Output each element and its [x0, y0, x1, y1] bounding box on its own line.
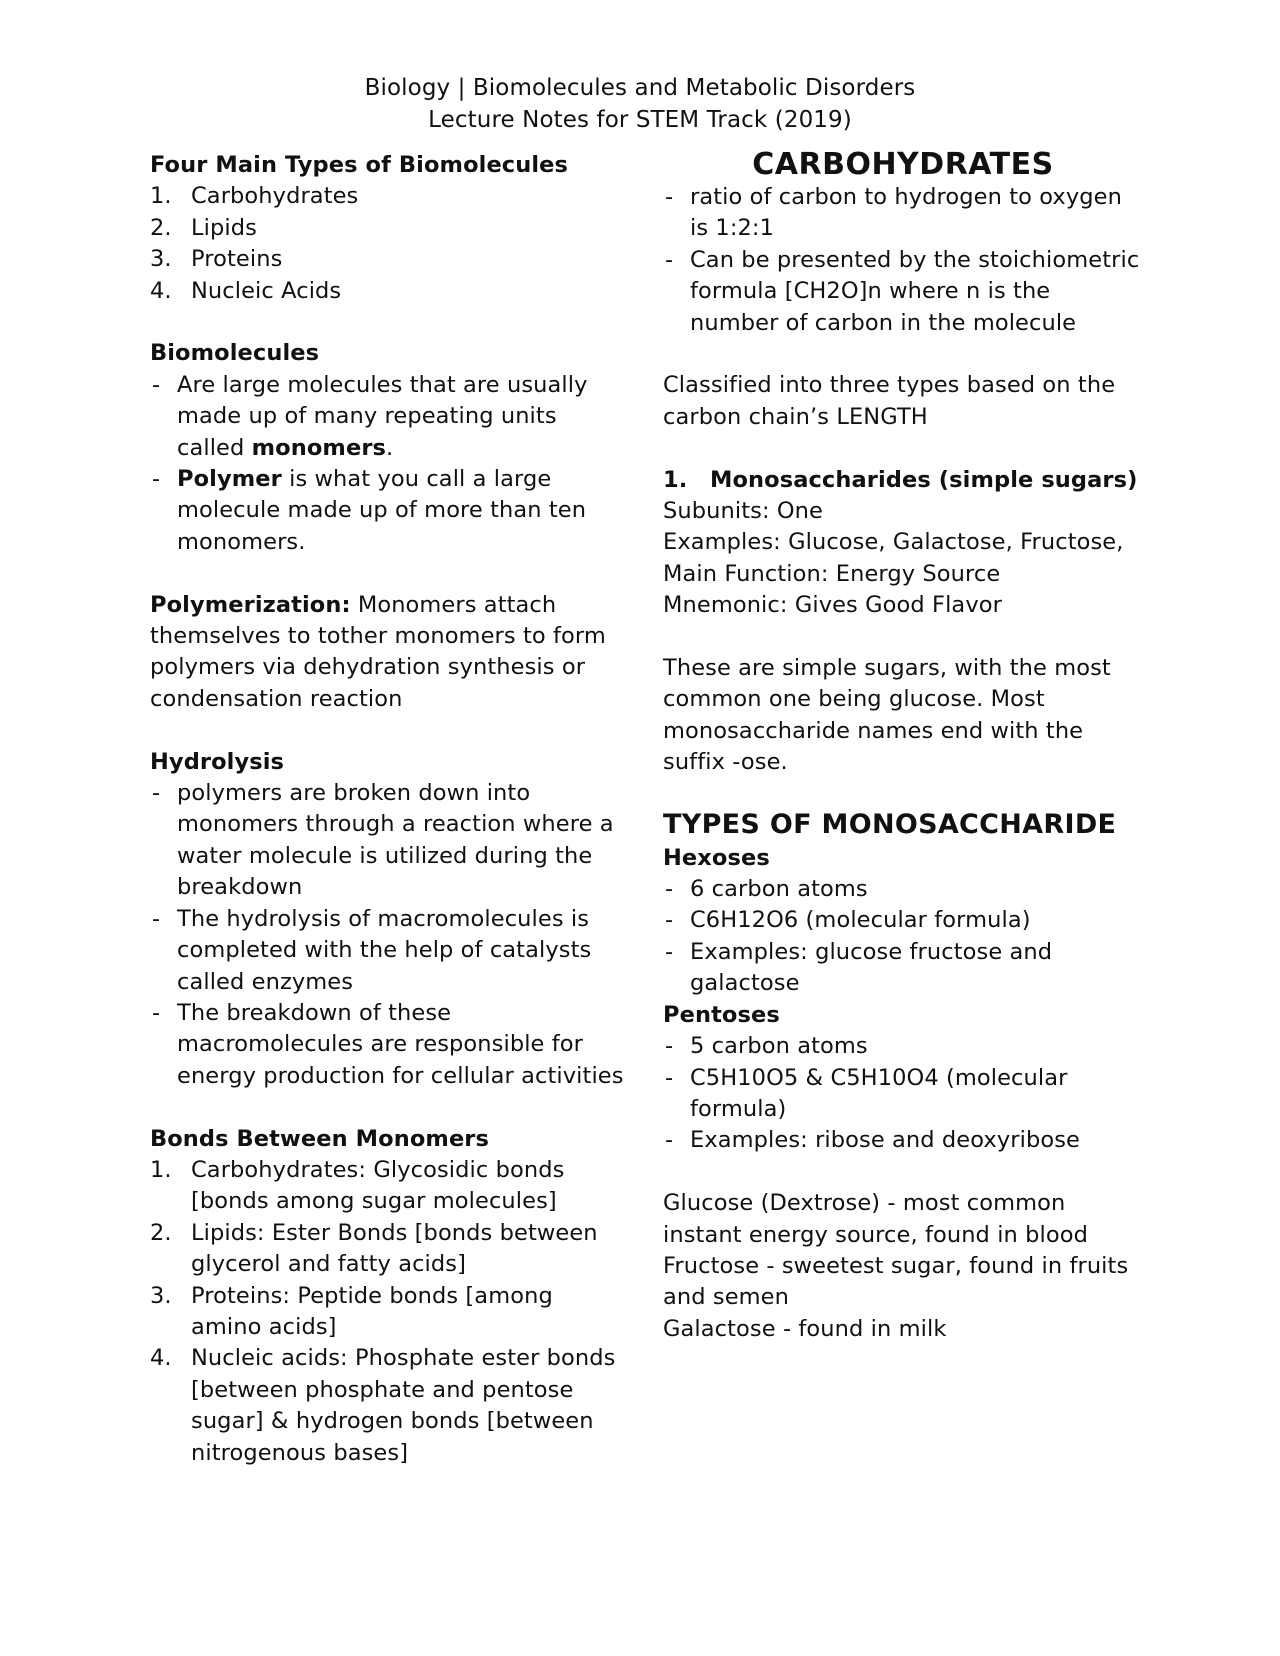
types-list	[150, 181, 630, 307]
list-item	[150, 244, 630, 275]
dash-bullet: -	[665, 1127, 674, 1154]
list-item-text: Nucleic Acids	[191, 277, 342, 304]
hexoses-heading: Hexoses	[663, 844, 770, 871]
dash-bullet: -	[665, 184, 674, 210]
list-item	[663, 1125, 1143, 1156]
list-item	[663, 937, 1143, 1000]
list-item	[663, 182, 1143, 245]
bonds-heading: Bonds Between Monomers	[150, 1125, 489, 1152]
bullet-text: The breakdown of these macromolecules are responsible for energy production for cellular activities	[177, 999, 624, 1089]
list-number: 1.	[150, 1156, 172, 1183]
list-item	[663, 1031, 1143, 1062]
list-item	[150, 181, 630, 212]
list-item	[150, 1343, 630, 1469]
document-header	[0, 72, 1280, 136]
list-item	[150, 1155, 630, 1218]
pentoses-heading: Pentoses	[663, 1001, 780, 1028]
bullet-text: Are large molecules that are usually made up of many repeating units called	[177, 371, 588, 461]
list-number: 3.	[150, 246, 172, 273]
bullet-text: Examples: ribose and deoxyribose	[690, 1127, 1080, 1154]
fructose-line: Fructose - sweetest sugar, found in fruits and semen	[663, 1252, 1129, 1311]
list-item	[663, 905, 1143, 936]
list-item	[150, 998, 630, 1092]
bullet-text: C6H12O6 (molecular formula)	[690, 907, 1031, 934]
heading-text: Monosaccharides (simple sugars)	[710, 466, 1138, 493]
list-item-text: Proteins: Peptide bonds [among amino acids]	[191, 1282, 553, 1340]
bullet-text: Examples: glucose fructose and galactose	[690, 938, 1053, 997]
list-item-text: Proteins	[191, 246, 283, 273]
mono-line-mnemonic: Mnemonic: Gives Good Flavor	[663, 592, 1002, 619]
dash-bullet: -	[665, 246, 674, 273]
list-item-text: Lipids	[191, 214, 257, 241]
biomolecules-heading: Biomolecules	[150, 340, 320, 367]
bullet-text: is what you call a large molecule made up of more than ten monomers.	[177, 466, 587, 555]
header-line-1: Biology | Biomolecules and Metabolic Disorders	[364, 75, 916, 101]
list-item	[150, 904, 630, 998]
hydrolysis-heading: Hydrolysis	[150, 748, 285, 775]
mono-line-subunits: Subunits: One	[663, 498, 823, 525]
dash-bullet: -	[152, 905, 161, 932]
pentoses-list	[663, 1031, 1143, 1157]
hexoses-list	[663, 874, 1143, 1000]
list-number: 4.	[150, 1345, 172, 1372]
list-number: 4.	[150, 277, 172, 304]
list-number: 2.	[150, 214, 172, 241]
bullet-text: C5H10O5 & C5H10O4 (molecular formula)	[690, 1064, 1068, 1122]
bullet-text: 6 carbon atoms	[690, 876, 868, 903]
monosaccharide-description: These are simple sugars, with the most common one being glucose. Most monosaccharide names end with the suffix -ose.	[663, 655, 1111, 776]
dash-bullet: -	[665, 876, 674, 903]
galactose-line: Galactose - found in milk	[663, 1315, 947, 1342]
carbohydrates-title: CARBOHYDRATES	[752, 147, 1054, 182]
bullet-text: ratio of carbon to hydrogen to oxygen is 1:2:1	[690, 184, 1122, 242]
list-item-text: Carbohydrates	[191, 183, 359, 210]
bold-term: Polymerization:	[150, 591, 351, 618]
list-number: 1.	[150, 183, 172, 210]
types-of-monosaccharide-title: TYPES OF MONOSACCHARIDE	[663, 808, 1117, 840]
types-heading: Four Main Types of Biomolecules	[150, 152, 569, 178]
bullet-text: The hydrolysis of macromolecules is completed with the help of catalysts called enzymes	[177, 905, 592, 995]
list-item	[150, 1218, 630, 1281]
dash-bullet: -	[152, 780, 161, 807]
glucose-line: Glucose (Dextrose) - most common instant energy source, found in blood	[663, 1190, 1089, 1248]
list-number: 3.	[150, 1282, 172, 1309]
bullet-text: Can be presented by the stoichiometric formula [CH2O]n where n is the number of carbon in the molecule	[690, 246, 1140, 336]
list-item	[663, 874, 1143, 905]
dash-bullet: -	[665, 938, 674, 965]
polymerization-paragraph	[150, 590, 630, 716]
list-item-text: Nucleic acids: Phosphate ester bonds [between phosphate and pentose sugar] & hydrogen bonds [between nitrogenous bases]	[191, 1345, 616, 1466]
dash-bullet: -	[152, 371, 161, 398]
right-column	[663, 147, 1143, 1345]
bullet-text: 5 carbon atoms	[690, 1033, 868, 1060]
list-item	[150, 276, 630, 307]
list-item	[663, 1063, 1143, 1126]
monosaccharides-heading	[663, 465, 1143, 496]
left-column	[150, 150, 630, 1469]
list-number: 1.	[663, 466, 688, 493]
paragraph-text: Monomers attach themselves to tother monomers to form polymers via dehydration synthesis or condensation reaction	[150, 591, 606, 712]
list-item	[663, 245, 1143, 339]
list-item	[150, 370, 630, 464]
list-number: 2.	[150, 1219, 172, 1246]
list-item-text: Lipids: Ester Bonds [bonds between glycerol and fatty acids]	[191, 1219, 598, 1278]
bullet-text: .	[386, 434, 394, 461]
mono-line-examples: Examples: Glucose, Galactose, Fructose,	[663, 529, 1124, 556]
list-item-text: Carbohydrates: Glycosidic bonds [bonds among sugar molecules]	[191, 1156, 565, 1215]
mono-line-function: Main Function: Energy Source	[663, 560, 1001, 587]
classified-paragraph: Classified into three types based on the carbon chain’s LENGTH	[663, 372, 1116, 430]
list-item	[150, 1281, 630, 1344]
header-line-2: Lecture Notes for STEM Track (2019)	[428, 107, 852, 133]
dash-bullet: -	[152, 466, 161, 493]
dash-bullet: -	[665, 907, 674, 934]
dash-bullet: -	[152, 999, 161, 1026]
hydrolysis-list	[150, 778, 630, 1092]
bold-term: Polymer	[177, 466, 282, 493]
carbohydrates-list	[663, 182, 1143, 339]
dash-bullet: -	[665, 1033, 674, 1060]
bullet-text: polymers are broken down into monomers through a reaction where a water molecule is utilized during the breakdown	[177, 780, 614, 901]
bold-term: monomers	[251, 434, 387, 461]
list-item	[150, 464, 630, 558]
dash-bullet: -	[665, 1064, 674, 1091]
list-item	[150, 778, 630, 904]
bonds-list	[150, 1155, 630, 1469]
biomolecules-list	[150, 370, 630, 558]
list-item	[150, 213, 630, 244]
